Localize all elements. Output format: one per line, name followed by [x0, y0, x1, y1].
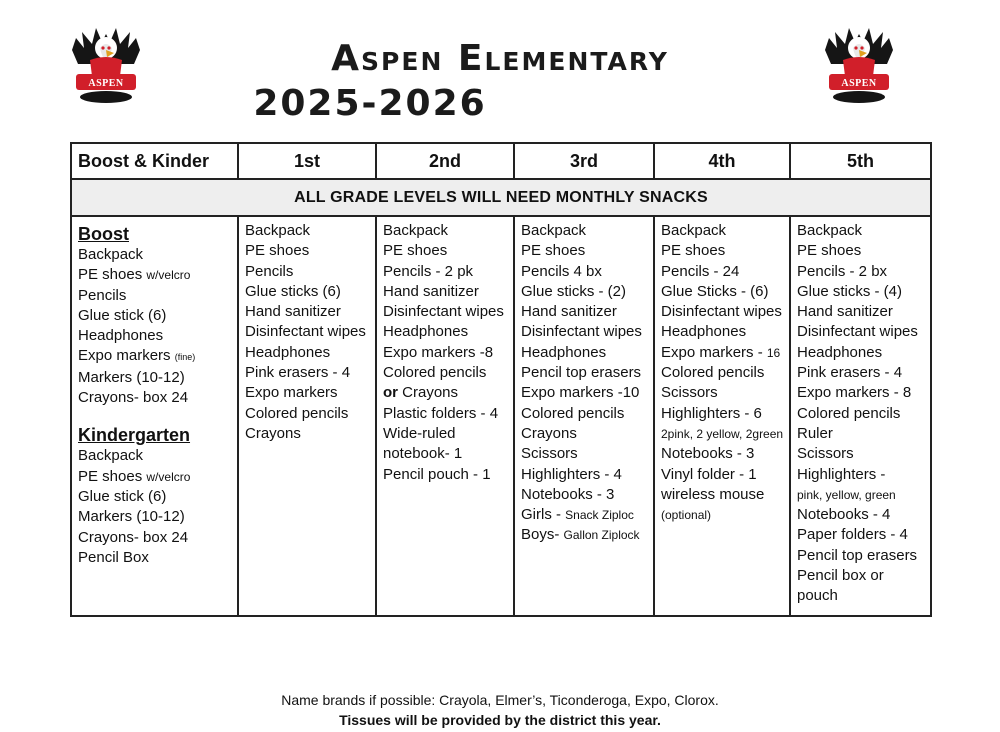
list-item: Wide-ruled: [383, 424, 456, 442]
list-item: Notebooks - 4: [797, 506, 891, 524]
grade-header-row: [71, 143, 931, 179]
list-item: Headphones: [661, 323, 747, 341]
list-item: Highlighters - 6: [661, 404, 762, 422]
list-item: Expo markers - 8: [797, 384, 912, 402]
supply-list-table: [70, 142, 932, 617]
list-item: Markers (10-12): [78, 368, 185, 386]
list-item: Ruler: [797, 424, 833, 442]
list-item: Disinfectant wipes: [245, 323, 366, 341]
list-item: Expo markers -10: [521, 384, 640, 402]
list-item: Pink erasers - 4: [797, 364, 903, 382]
list-item: Hand sanitizer: [383, 282, 479, 300]
list-item: Expo markers: [245, 384, 338, 402]
first-grade-cell: [238, 216, 376, 616]
list-item: Backpack: [245, 222, 311, 239]
list-item: Expo markers - 16: [661, 343, 781, 361]
kindergarten-list: [78, 446, 233, 568]
list-item: Plastic folders - 4: [383, 404, 499, 422]
list-item: Glue sticks - (2): [521, 282, 627, 300]
school-year: 2025-2026: [253, 83, 487, 124]
third-grade-cell: [514, 216, 654, 616]
list-item: Headphones: [521, 343, 607, 361]
list-item: pouch: [797, 587, 838, 605]
list-item: Headphones: [383, 323, 469, 341]
list-item: PE shoes: [521, 242, 586, 260]
header-5th: 5th: [790, 143, 931, 179]
svg-text:ASPEN: ASPEN: [841, 78, 877, 89]
kindergarten-heading: Kindergarten: [78, 425, 191, 446]
header-4th: 4th: [654, 143, 790, 179]
list-item: PE shoes w/velcro: [78, 266, 191, 284]
list-item: Disinfectant wipes: [797, 323, 918, 341]
list-item: Backpack: [521, 222, 587, 239]
list-item: Hand sanitizer: [797, 303, 893, 321]
list-item: Backpack: [78, 246, 144, 263]
list-item: PE shoes: [661, 242, 726, 260]
list-item: Expo markers -8: [383, 343, 494, 361]
list-item: Pencils: [78, 286, 127, 304]
list-item: Vinyl folder - 1: [661, 465, 757, 483]
list-item: Pencils - 2 pk: [383, 262, 474, 280]
brand-note: Name brands if possible: Crayola, Elmer’s, Ticonderoga, Expo, Clorox.: [281, 692, 719, 708]
boost-list: [78, 245, 233, 408]
list-item: Pencil Box: [78, 548, 149, 566]
list-item: Highlighters -: [797, 465, 886, 483]
list-item: Colored pencils: [661, 364, 765, 382]
header-1st: 1st: [238, 143, 376, 179]
list-item: Pencil top erasers: [521, 364, 642, 382]
list-item: Expo markers (fine): [78, 347, 196, 365]
svg-text:ASPEN: ASPEN: [88, 78, 124, 89]
list-item: Glue Sticks - (6): [661, 282, 769, 300]
list-item: Glue sticks - (4): [797, 282, 903, 300]
list-item: Colored pencils: [383, 364, 487, 382]
list-item: (optional): [661, 508, 712, 523]
list-item: Pencils - 24: [661, 262, 740, 280]
list-item: Glue stick (6): [78, 306, 167, 324]
list-item: Backpack: [383, 222, 449, 239]
list-item: Notebooks - 3: [661, 445, 755, 463]
list-item: Disinfectant wipes: [521, 323, 642, 341]
list-item: Highlighters - 4: [521, 465, 622, 483]
list-item: Boys- Gallon Ziplock: [521, 526, 640, 544]
list-item: Crayons: [245, 424, 301, 442]
third-grade-list: [521, 221, 649, 546]
list-item: Backpack: [78, 447, 144, 465]
snacks-banner: ALL GRADE LEVELS WILL NEED MONTHLY SNACKS: [71, 179, 931, 216]
list-item: Notebooks - 3: [521, 485, 615, 503]
boost-kinder-cell: [71, 216, 238, 616]
list-item: Markers (10-12): [78, 508, 185, 526]
tissues-note: Tissues will be provided by the district this year.: [339, 712, 661, 728]
list-item: pink, yellow, green: [797, 487, 896, 502]
list-item: PE shoes: [245, 242, 310, 260]
list-item: Pink erasers - 4: [245, 364, 351, 382]
list-item: 2pink, 2 yellow, 2green: [661, 426, 784, 441]
school-title: Aspen Elementary: [331, 38, 669, 79]
fourth-grade-cell: [654, 216, 790, 616]
list-item: Backpack: [797, 222, 863, 239]
list-item: notebook- 1: [383, 445, 463, 463]
fifth-grade-cell: [790, 216, 931, 616]
list-item: Girls - Snack Ziploc: [521, 506, 634, 524]
list-item: Hand sanitizer: [521, 303, 617, 321]
list-item: Pencil pouch - 1: [383, 465, 491, 483]
first-grade-list: [245, 221, 371, 444]
list-item: or Crayons: [383, 384, 459, 402]
list-item: Pencil box or: [797, 567, 884, 585]
list-item: Glue sticks (6): [245, 282, 341, 300]
header-boost-kinder: Boost & Kinder: [71, 143, 238, 179]
eagle-icon: [72, 28, 140, 76]
list-item: Colored pencils: [245, 404, 349, 422]
list-item: Pencils 4 bx: [521, 262, 602, 280]
list-item: wireless mouse: [661, 485, 765, 503]
supplies-row: [71, 216, 931, 616]
list-item: Paper folders - 4: [797, 526, 908, 544]
list-item: Colored pencils: [521, 404, 625, 422]
list-item: Disinfectant wipes: [661, 303, 782, 321]
list-item: Crayons- box 24: [78, 389, 189, 407]
list-item: Pencil top erasers: [797, 546, 918, 564]
header-3rd: 3rd: [514, 143, 654, 179]
list-item: Hand sanitizer: [245, 303, 341, 321]
header-2nd: 2nd: [376, 143, 514, 179]
list-item: PE shoes: [383, 242, 448, 260]
list-item: Crayons- box 24: [78, 528, 189, 546]
list-item: Headphones: [245, 343, 331, 361]
list-item: Crayons: [521, 424, 577, 442]
fourth-grade-list: [661, 221, 785, 525]
list-item: PE shoes w/velcro: [78, 467, 191, 485]
list-item: Colored pencils: [797, 404, 901, 422]
snacks-banner-row: [71, 179, 931, 216]
list-item: Pencils - 2 bx: [797, 262, 888, 280]
list-item: Disinfectant wipes: [383, 303, 504, 321]
list-item: Scissors: [797, 445, 854, 463]
second-grade-list: [383, 221, 509, 485]
fifth-grade-list: [797, 221, 926, 607]
list-item: Backpack: [661, 222, 727, 239]
list-item: Headphones: [78, 327, 164, 345]
list-item: Scissors: [521, 445, 578, 463]
second-grade-cell: [376, 216, 514, 616]
list-item: Scissors: [661, 384, 718, 402]
list-item: Pencils: [245, 262, 294, 280]
list-item: PE shoes: [797, 242, 862, 260]
list-item: Headphones: [797, 343, 883, 361]
boost-heading: Boost: [78, 224, 129, 244]
list-item: Glue stick (6): [78, 487, 167, 505]
